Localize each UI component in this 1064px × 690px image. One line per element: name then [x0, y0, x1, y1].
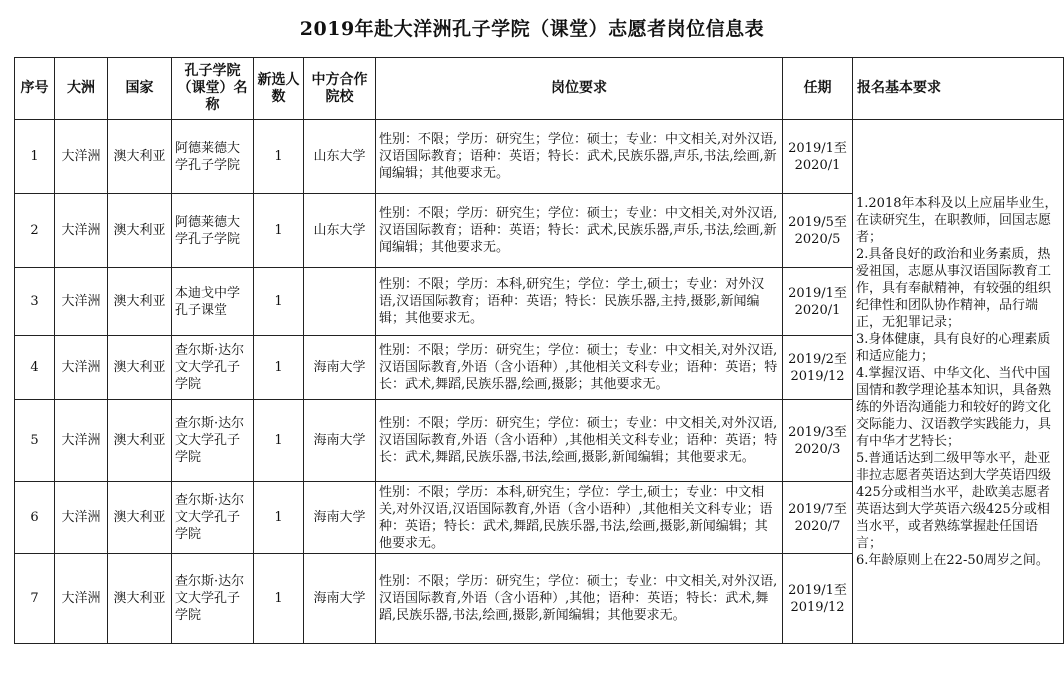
cell-no: 6: [15, 482, 55, 554]
cell-partner: 海南大学: [304, 336, 376, 400]
cell-partner: 山东大学: [304, 194, 376, 268]
cell-country: 澳大利亚: [108, 194, 172, 268]
cell-institute: 本迪戈中学孔子课堂: [172, 268, 254, 336]
cell-partner: [304, 268, 376, 336]
cell-count: 1: [254, 268, 304, 336]
cell-no: 7: [15, 554, 55, 644]
cell-institute: 阿德莱德大学孔子学院: [172, 120, 254, 194]
cell-country: 澳大利亚: [108, 554, 172, 644]
cell-count: 1: [254, 554, 304, 644]
header-country: 国家: [108, 58, 172, 120]
cell-no: 3: [15, 268, 55, 336]
cell-term: 2019/3至 2020/3: [783, 400, 853, 482]
cell-partner: 海南大学: [304, 554, 376, 644]
cell-count: 1: [254, 482, 304, 554]
cell-partner: 海南大学: [304, 482, 376, 554]
cell-term: 2019/2至 2019/12: [783, 336, 853, 400]
cell-term: 2019/1至 2020/1: [783, 120, 853, 194]
cell-institute: 查尔斯·达尔文大学孔子学院: [172, 336, 254, 400]
table-header-row: [15, 58, 1064, 120]
cell-country: 澳大利亚: [108, 482, 172, 554]
cell-term: 2019/1至 2019/12: [783, 554, 853, 644]
cell-no: 5: [15, 400, 55, 482]
cell-partner: 海南大学: [304, 400, 376, 482]
cell-continent: 大洋洲: [55, 482, 108, 554]
cell-institute: 查尔斯·达尔文大学孔子学院: [172, 400, 254, 482]
cell-country: 澳大利亚: [108, 400, 172, 482]
cell-continent: 大洋洲: [55, 336, 108, 400]
cell-country: 澳大利亚: [108, 120, 172, 194]
cell-requirements: 性别：不限；学历：研究生；学位：硕士；专业：中文相关,对外汉语,汉语国际教育；语种：英语；特长：武术,民族乐器,声乐,书法,绘画,新闻编辑；其他要求无。: [376, 194, 783, 268]
cell-continent: 大洋洲: [55, 554, 108, 644]
cell-term: 2019/7至 2020/7: [783, 482, 853, 554]
cell-institute: 查尔斯·达尔文大学孔子学院: [172, 482, 254, 554]
cell-no: 1: [15, 120, 55, 194]
header-basic: 报名基本要求: [853, 58, 1064, 120]
header-no: 序号: [15, 58, 55, 120]
cell-institute: 阿德莱德大学孔子学院: [172, 194, 254, 268]
header-institute: 孔子学院（课堂）名称: [172, 58, 254, 120]
header-partner: 中方合作院校: [304, 58, 376, 120]
cell-requirements: 性别：不限；学历：研究生；学位：硕士；专业：中文相关,对外汉语,汉语国际教育,外语（含小语种）,其他；语种：英语；特长：武术,舞蹈,民族乐器,书法,绘画,摄影,新闻编辑；其他要求无。: [376, 554, 783, 644]
cell-term: 2019/5至 2020/5: [783, 194, 853, 268]
cell-count: 1: [254, 336, 304, 400]
cell-requirements: 性别：不限；学历：本科,研究生；学位：学士,硕士；专业：对外汉语,汉语国际教育；语种：英语；特长：民族乐器,主持,摄影,新闻编辑；其他要求无。: [376, 268, 783, 336]
cell-institute: 查尔斯·达尔文大学孔子学院: [172, 554, 254, 644]
cell-partner: 山东大学: [304, 120, 376, 194]
cell-basic-requirements: 1.2018年本科及以上应届毕业生，在读研究生，在职教师，回国志愿者； 2.具备良好的政治和业务素质，热爱祖国，志愿从事汉语国际教育工作，具有奉献精神，有较强的组织纪律性和团队协作精神，品行端正，无犯罪记录； 3.身体健康，具有良好的心理素质和适应能力； 4.掌握汉语、中华文化、当代中国国情和教学理论基本知识，具备熟练的外语沟通能力和较好的跨文化交际能力、汉语教学实践能力，具有中华才艺特长； 5.普通话达到二级甲等水平，赴亚非拉志愿者英语达到大学英语四级425分或相当水平，赴欧美志愿者英语达到大学英语六级425分或相当水平，或者熟练掌握赴任国语言； 6.年龄原则上在22-50周岁之间。: [853, 120, 1064, 644]
cell-requirements: 性别：不限；学历：研究生；学位：硕士；专业：中文相关,对外汉语,汉语国际教育；语种：英语；特长：武术,民族乐器,声乐,书法,绘画,新闻编辑；其他要求无。: [376, 120, 783, 194]
cell-no: 4: [15, 336, 55, 400]
cell-continent: 大洋洲: [55, 120, 108, 194]
header-new-count: 新选人数: [254, 58, 304, 120]
cell-requirements: 性别：不限；学历：本科,研究生；学位：学士,硕士；专业：中文相关,对外汉语,汉语国际教育,外语（含小语种）,其他相关文科专业；语种：英语；特长：武术,舞蹈,民族乐器,书法,绘画,摄影,新闻编辑；其他要求无。: [376, 482, 783, 554]
header-term: 任期: [783, 58, 853, 120]
cell-country: 澳大利亚: [108, 336, 172, 400]
cell-no: 2: [15, 194, 55, 268]
cell-continent: 大洋洲: [55, 194, 108, 268]
header-continent: 大洲: [55, 58, 108, 120]
cell-requirements: 性别：不限；学历：研究生；学位：硕士；专业：中文相关,对外汉语,汉语国际教育,外语（含小语种）,其他相关文科专业；语种：英语；特长：武术,舞蹈,民族乐器,绘画,摄影；其他要求无。: [376, 336, 783, 400]
cell-country: 澳大利亚: [108, 268, 172, 336]
cell-requirements: 性别：不限；学历：研究生；学位：硕士；专业：中文相关,对外汉语,汉语国际教育,外语（含小语种）,其他相关文科专业；语种：英语；特长：武术,舞蹈,民族乐器,书法,绘画,摄影,新闻编辑；其他要求无。: [376, 400, 783, 482]
page-title: 2019年赴大洋洲孔子学院（课堂）志愿者岗位信息表: [299, 18, 765, 40]
cell-count: 1: [254, 400, 304, 482]
cell-count: 1: [254, 194, 304, 268]
cell-continent: 大洋洲: [55, 268, 108, 336]
cell-count: 1: [254, 120, 304, 194]
volunteer-positions-table: [14, 57, 1064, 644]
cell-continent: 大洋洲: [55, 400, 108, 482]
header-requirements: 岗位要求: [376, 58, 783, 120]
cell-term: 2019/1至 2020/1: [783, 268, 853, 336]
table-row: [15, 120, 1064, 194]
